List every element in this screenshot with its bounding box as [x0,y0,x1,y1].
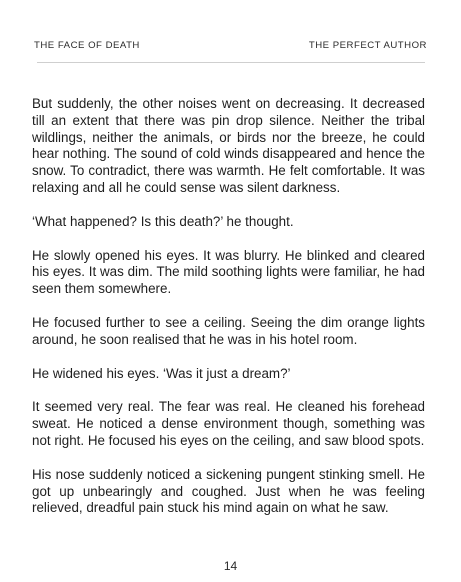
paragraph: ‘What happened? Is this death?’ he thought. [32,213,294,229]
page-number: 14 [223,559,238,573]
paragraph: He widened his eyes. ‘Was it just a dream?’ [32,365,291,381]
paragraph: But suddenly, the other noises went on decreasing. It decreased till an extent that there was pin drop silence. Neither the tribal wildlings, neither the animals, or birds nor the breeze, he could hear nothing. The sound of cold winds disappeared and hence the snow. To contradict, there was warmth. He felt comfortable. It was relaxing and all he could sense was silent darkness. [32,96,425,195]
book-title: THE FACE OF DEATH [34,40,140,51]
paragraph: He slowly opened his eyes. It was blurry. He blinked and cleared his eyes. It was dim. The mild soothing lights were familiar, he had seen them somewhere. [32,247,425,297]
paragraph: It seemed very real. The fear was real. He cleaned his forehead sweat. He noticed a dense environment though, something was not right. He focused his eyes on the ceiling, and saw blood spots. [32,399,425,448]
header-divider [37,62,425,63]
paragraph: He focused further to see a ceiling. Seeing the dim orange lights around, he soon realised that he was in his hotel room. [32,314,425,347]
page-body [32,96,425,534]
running-header [34,40,427,54]
paragraph: His nose suddenly noticed a sickening pungent stinking smell. He got up unbearingly and coughed. Just when he was feeling relieved, dreadful pain stuck his mind again on what he saw. [32,466,425,516]
author-name: THE PERFECT AUTHOR [308,40,427,51]
